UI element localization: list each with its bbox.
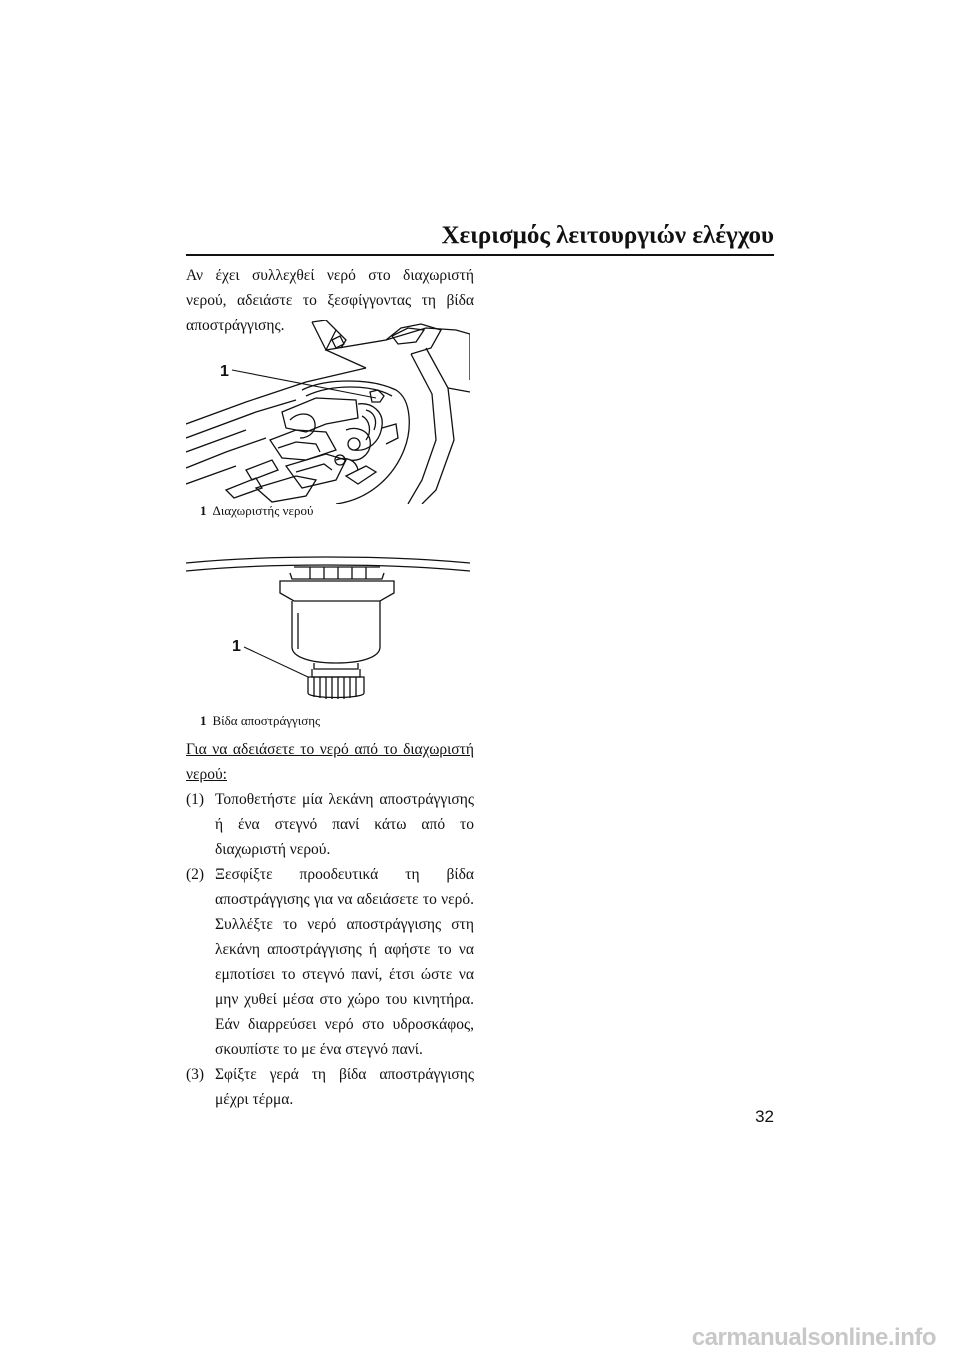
figure1-caption bbox=[200, 503, 313, 519]
figure1-caption-text: Διαχωριστής νερού bbox=[212, 503, 314, 518]
procedure-step bbox=[186, 1062, 474, 1112]
drain-screw-illustration bbox=[186, 553, 470, 701]
step-text: Σφίξτε γερά τη βίδα αποστράγγισης μέχρι τέρμα. bbox=[215, 1066, 474, 1108]
step-number: (1) bbox=[186, 791, 205, 808]
figure2-caption-text: Βίδα αποστράγγισης bbox=[212, 713, 321, 728]
page-header-title: Χειρισμός λειτουργιών ελέγχου bbox=[441, 222, 774, 249]
step-text: Ξεσφίξτε προοδευτικά τη βίδα αποστράγγισης για να αδειάσετε το νερό. Συλλέξτε το νερό αποστράγγισης στη λεκάνη αποστράγγισης ή αφήστε το να εμποτίσει το στεγνό πανί, έτσι ώστε να μην χυθεί μέσα στο χώρο του κινητήρα. Εάν διαρρεύσει νερό στο υδροσκάφος, σκουπίστε το με ένα στεγνό πανί. bbox=[215, 866, 474, 1058]
figure2-caption bbox=[200, 713, 320, 729]
header-rule bbox=[186, 254, 774, 256]
site-watermark: carmanualsonline.info bbox=[691, 1324, 936, 1351]
procedure-step bbox=[186, 787, 474, 862]
procedure-steps bbox=[186, 787, 474, 1112]
figure2-caption-number: 1 bbox=[200, 713, 207, 728]
step-number: (3) bbox=[186, 1066, 205, 1083]
figure1-caption-number: 1 bbox=[200, 503, 207, 518]
figure2-callout: 1 bbox=[232, 638, 241, 655]
water-separator-illustration bbox=[186, 320, 470, 504]
procedure-step bbox=[186, 862, 474, 1062]
figure1-callout: 1 bbox=[220, 363, 229, 380]
step-number: (2) bbox=[186, 866, 205, 883]
step-text: Τοποθετήστε μία λεκάνη αποστράγγισης ή ένα στεγνό πανί κάτω από το διαχωριστή νερού. bbox=[215, 791, 474, 858]
procedure-heading: Για να αδειάσετε το νερό από το διαχωριστή νερού: bbox=[186, 741, 474, 783]
intro-paragraph: Αν έχει συλλεχθεί νερό στο διαχωριστή νερού, αδειάστε το ξεσφίγγοντας τη βίδα αποστράγγισης. bbox=[186, 267, 474, 334]
page-number: 32 bbox=[755, 1107, 774, 1126]
